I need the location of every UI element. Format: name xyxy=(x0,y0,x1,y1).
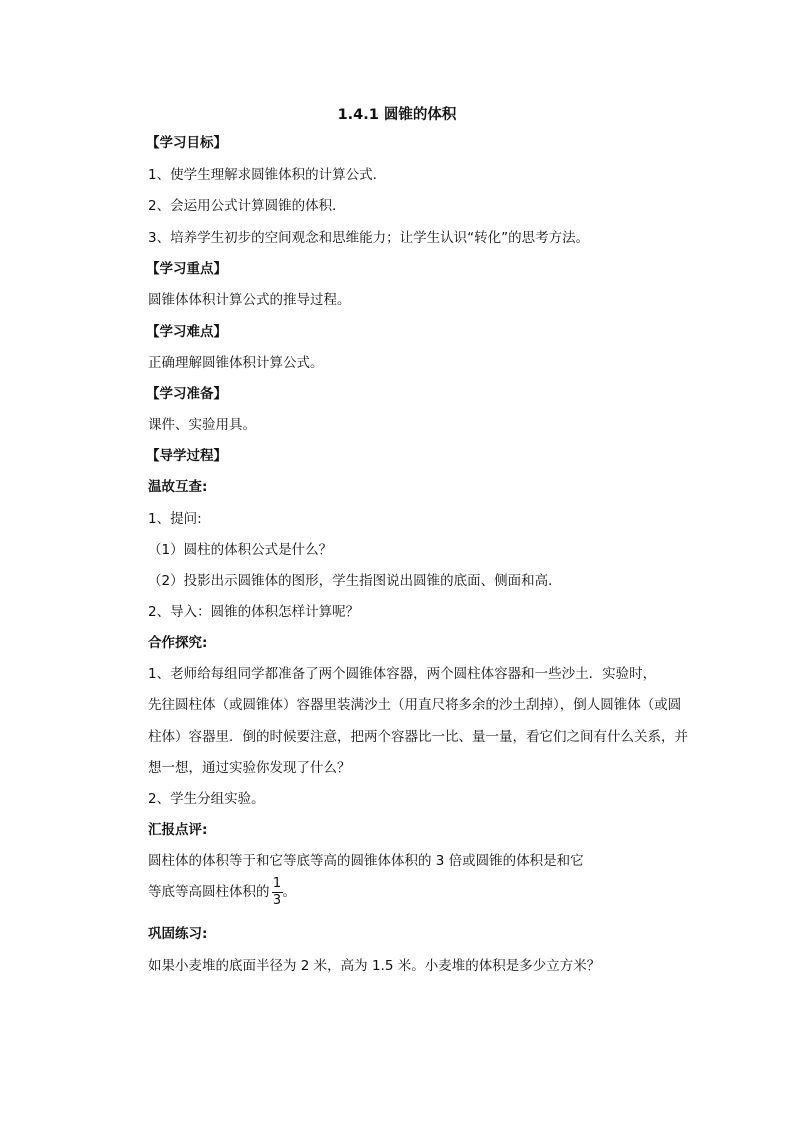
goals-heading: 【学习目标】 xyxy=(146,135,227,151)
review-item-1a: （1）圆柱的体积公式是什么？ xyxy=(148,542,333,558)
report-heading: 汇报点评: xyxy=(148,822,208,838)
goal-1: 1、使学生理解求圆锥体积的计算公式． xyxy=(148,167,387,183)
practice-heading: 巩固练习: xyxy=(148,926,208,942)
prep-text: 课件、实验用具。 xyxy=(148,417,256,433)
coop-item-2: 2、学生分组实验。 xyxy=(148,791,265,807)
difficulty-text: 正确理解圆锥体积计算公式。 xyxy=(148,355,324,371)
coop-heading: 合作探究: xyxy=(148,635,208,651)
key-heading: 【学习重点】 xyxy=(146,261,227,277)
practice-text: 如果小麦堆的底面半径为 2 米，高为 1.5 米。小麦堆的体积是多少立方米？ xyxy=(148,958,601,974)
fraction-numerator: 1 xyxy=(272,875,282,891)
fraction-one-third xyxy=(272,877,283,908)
coop-para-line-3: 柱体）容器里．倒的时候要注意，把两个容器比一比、量一量，看它们之间有什么关系，并 xyxy=(148,729,688,745)
coop-para-line-2: 先往圆柱体（或圆锥体）容器里装满沙土（用直尺将多余的沙土刮掉），倒人圆锥体（或圆 xyxy=(148,697,682,713)
goal-2: 2、会运用公式计算圆锥的体积． xyxy=(148,198,346,214)
report-line-2-end: 。 xyxy=(282,884,296,900)
report-line-1: 圆柱体的体积等于和它等底等高的圆锥体体积的 3 倍或圆锥的体积是和它 xyxy=(148,853,584,869)
review-item-1b: （2）投影出示圆锥体的图形，学生指图说出圆锥的底面、侧面和高． xyxy=(148,573,562,589)
report-line-2-text: 等底等高圆柱体积的 xyxy=(148,884,270,900)
coop-para-line-1: 1、老师给每组同学都准备了两个圆锥体容器，两个圆柱体容器和一些沙土．实验时， xyxy=(148,666,657,682)
review-heading: 温故互查: xyxy=(148,479,208,495)
goal-3: 3、培养学生初步的空间观念和思维能力；让学生认识“转化”的思考方法。 xyxy=(148,230,590,246)
page-title: 1.4.1 圆锥的体积 xyxy=(337,107,457,123)
fraction-denominator: 3 xyxy=(272,892,282,908)
difficulty-heading: 【学习难点】 xyxy=(146,324,227,340)
report-line-2 xyxy=(148,876,296,908)
review-item-1: 1、提问: xyxy=(148,511,202,527)
process-heading: 【导学过程】 xyxy=(146,448,227,464)
key-text: 圆锥体体积计算公式的推导过程。 xyxy=(148,292,351,308)
review-item-2: 2、导入：圆锥的体积怎样计算呢？ xyxy=(148,604,360,620)
coop-para-line-4: 想一想，通过实验你发现了什么？ xyxy=(148,760,351,776)
prep-heading: 【学习准备】 xyxy=(146,386,227,402)
